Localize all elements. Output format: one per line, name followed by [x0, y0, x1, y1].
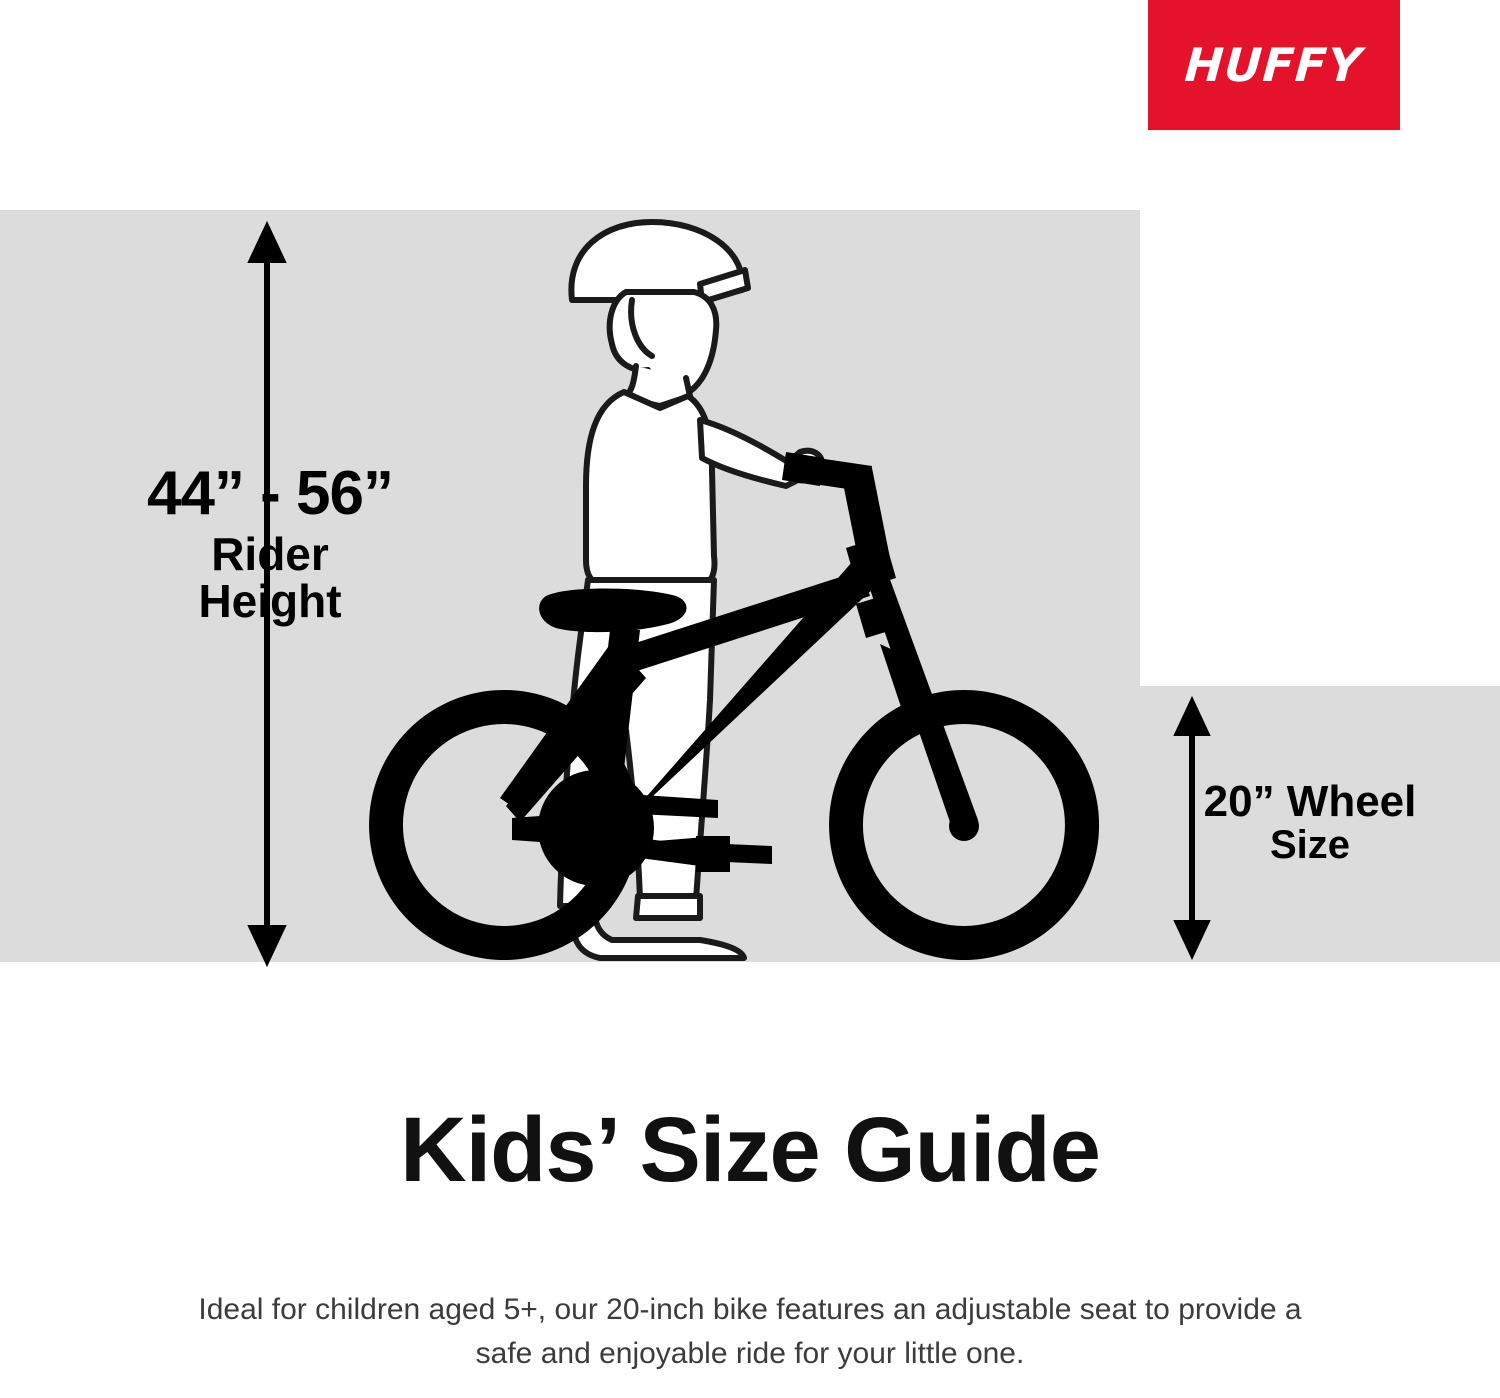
- description-text: Ideal for children aged 5+, our 20-inch bike features an adjustable seat to provide a safe and enjoyable ride for your little one.: [198, 1293, 1302, 1370]
- rider-height-label: [60, 459, 480, 628]
- page-title: Kids’ Size Guide: [400, 1099, 1100, 1201]
- brand-logo-text: HUFFY: [1183, 38, 1365, 92]
- brand-logo: [1148, 0, 1400, 130]
- wheel-size-line2: Size: [1269, 822, 1351, 867]
- rider-height-caption-line1: Rider: [211, 528, 329, 581]
- rider-height-caption-line2: Height: [198, 575, 342, 628]
- wheel-size-line1: 20” Wheel: [1203, 777, 1417, 826]
- rider-height-value: 44” - 56”: [146, 459, 394, 528]
- wheel-size-label: [1120, 777, 1500, 867]
